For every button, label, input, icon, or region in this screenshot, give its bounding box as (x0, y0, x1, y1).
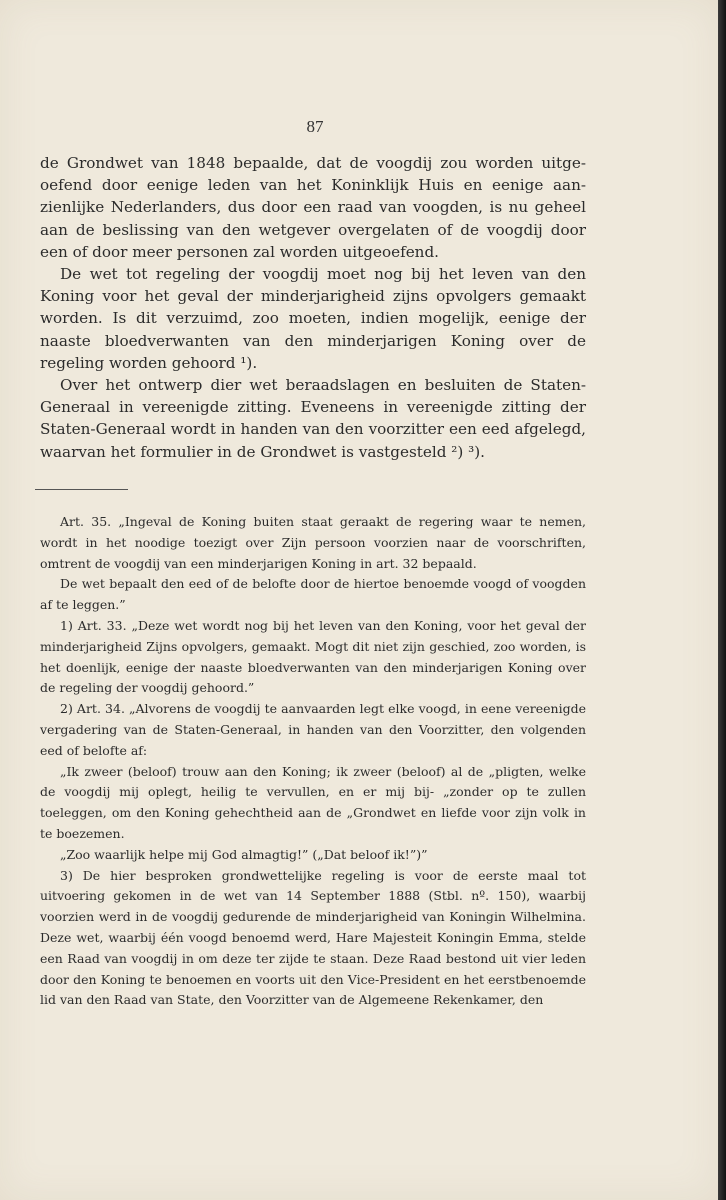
footnote-art35: Art. 35. „Ingeval de Koning buiten staat geraakt de regering waar te nemen, wordt in het noodige toezigt over Zijn persoon voorzien naar de voorschriften, omtrent de voogdij van een minderjarigen Koning in art. 32 bepaald. (40, 514, 586, 571)
footnote-art35-cont: De wet bepaalt den eed of de belofte door de hiertoe benoemde voogd of voogden af te leggen.” (40, 576, 586, 613)
page-number: 87 (306, 117, 324, 136)
footnote-1: 1) Art. 33. „Deze wet wordt nog bij het leven van den Koning, voor het geval der minderjarigheid Zijns opvolgers, gemaakt. Mogt dit niet zijn geschied, zoo worden, is het doenlijk, eenige der naaste bloedverwanten van den minderjarigen Koning over de regeling der voogdij gehoord.” (40, 617, 586, 696)
footnotes (40, 512, 586, 1011)
main-text (40, 152, 586, 463)
main-paragraph-2: De wet tot regeling der voogdij moet nog bij het leven van den Koning voor het geval der minderjarigheid zijns opvolgers gemaakt worden. Is dit verzuimd, zoo moeten, indien mogelijk, eenige der naaste bloedverwanten van den minderjarigen Koning over de regeling worden gehoord ¹). (40, 265, 586, 372)
main-paragraph-3: Over het ontwerp dier wet beraadslagen en besluiten de Staten-Generaal in vereenigde zitting. Eveneens in vereenigde zitting der Staten-Generaal wordt in handen van den voorzitter een eed afgelegd, waarvan het formulier in de Grondwet is vastgesteld ²) ³). (40, 376, 586, 461)
footnote-2: 2) Art. 34. „Alvorens de voogdij te aanvaarden legt elke voogd, in eene vereenigde vergadering van de Staten-Generaal, in handen van den Voorzitter, den volgenden eed of belofte af: (40, 701, 586, 758)
main-paragraph-1: de Grondwet van 1848 bepaalde, dat de voogdij zou worden uitgeoefend door eenige leden van het Koninklijk Huis en eenige aanzienlijke Nederlanders, dus door een raad van voogden, is nu geheel aan de beslissing van den wetgever overgelaten of de voogdij door een of door meer personen zal worden uitgeoefend. (40, 154, 586, 261)
page-edge (718, 0, 726, 1200)
footnote-2-closing: „Zoo waarlijk helpe mij God almagtig!” („Dat beloof ik!”)” (60, 846, 428, 862)
footnote-separator (35, 489, 128, 490)
footnote-2-oath: „Ik zweer (beloof) trouw aan den Koning; ik zweer (beloof) al de „pligten, welke de voogdij mij oplegt, heilig te vervullen, en er mij bij- „zonder op te zullen toeleggen, om den Koning gehechtheid aan de „Grondwet en liefde voor zijn volk in te boezemen. (40, 763, 586, 841)
footnote-3: 3) De hier besproken grondwettelijke regeling is voor de eerste maal tot uitvoering gekomen in de wet van 14 September 1888 (Stbl. nº. 150), waarbij voorzien werd in de voogdij gedurende de minderjarigheid van Koningin Wilhelmina. Deze wet, waarbij één voogd benoemd werd, Hare Majesteit Koningin Emma, stelde een Raad van voogdij in om deze ter zijde te staan. Deze Raad bestond uit vier leden door den Koning te benoemen en voorts uit den Vice-President en het eerstbenoemde lid van den Raad van State, den Voorzitter van de Algemeene Rekenkamer, den (40, 867, 586, 1008)
